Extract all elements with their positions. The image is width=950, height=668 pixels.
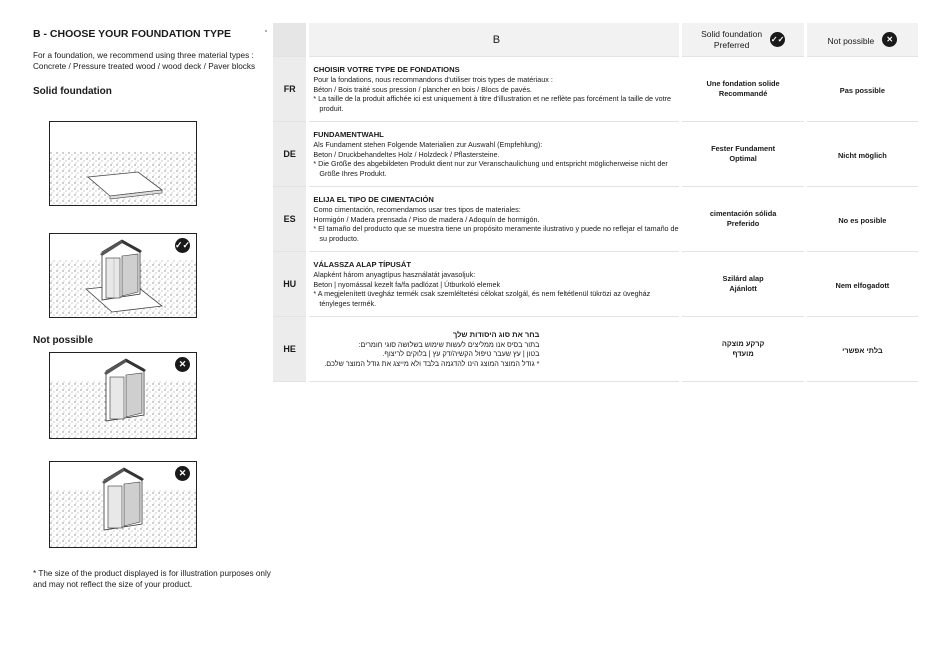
row-line: Hormigón / Madera prensada / Piso de madera / Adoquín de hormigón. (313, 214, 540, 224)
row-solid (681, 122, 805, 187)
row-line: בתור בסיס אנו ממליצים לעשות שימוש בשלושה סוגי חומרים: (358, 339, 540, 349)
foundation-table (273, 23, 918, 382)
table-row (273, 187, 918, 252)
np-label: Nicht möglich (837, 151, 887, 160)
np-label: No es posible (838, 216, 887, 225)
table-row (273, 122, 918, 187)
row-line: Pour la fondations, nous recommandons d'utiliser trois types de matériaux : (313, 75, 553, 84)
row-line: Beton / Druckbehandeltes Holz / Holzdeck / Pflastersteine. (313, 149, 500, 159)
shed-on-gravel-drawing (50, 353, 196, 438)
lang-code: HU (273, 252, 308, 317)
left-panel (33, 0, 273, 668)
row-description (308, 187, 681, 252)
row-line: Beton | nyomással kezelt fa/fa padlózat | Útburkoló elemek (313, 279, 501, 289)
solid-sublabel: מועדף (732, 349, 754, 358)
header-solid-text (701, 29, 762, 51)
header-solid-line1: Solid foundation (701, 28, 763, 39)
solid-label: cimentación sólida (709, 209, 777, 218)
solid-sublabel: Recommandé (718, 89, 768, 98)
row-description (308, 122, 681, 187)
slab-drawing (50, 122, 196, 205)
table-row (273, 317, 918, 382)
row-description (308, 252, 681, 317)
row-solid (681, 317, 805, 382)
row-note: * גודל המוצר המוצג הינו להדגמה בלבד ולא מייצג את גודל המוצר שלכם. (324, 358, 540, 368)
illustration-shed-on-grass (49, 461, 197, 548)
shed-on-grass-drawing (50, 462, 196, 547)
row-line: Como cimentación, recomendamos usar tres tipos de materiales: (313, 205, 521, 214)
solid-sublabel: Optimal (729, 154, 757, 163)
row-not-possible (805, 187, 918, 252)
row-line: Alapként három anyagtípus használatát javasoljuk: (313, 270, 476, 279)
row-not-possible (805, 252, 918, 317)
not-possible-heading: Not possible (33, 335, 94, 346)
row-title: FUNDAMENTWAHL (313, 130, 384, 139)
solid-sublabel: Ajánlott (729, 284, 757, 293)
np-label: בלתי אפשרי (842, 346, 883, 355)
row-title: ELIJA EL TIPO DE CIMENTACIÓN (313, 195, 434, 204)
row-not-possible (805, 317, 918, 382)
header-not-possible (805, 23, 918, 57)
illustration-slab (49, 121, 197, 206)
lang-code: HE (273, 317, 308, 382)
check-badge: ✓✓ (175, 238, 190, 253)
row-note: * A megjelenített üvegház termék csak szemléltetési célokat szolgál, és nem feltétlenül tükrözi az üvegház tényleges termék. (313, 289, 651, 308)
cross-badge: ✕ (882, 32, 897, 47)
table-row (273, 57, 918, 122)
row-note: * La taille de la produit affichée ici est uniquement à titre d'illustration et ne reflète pas forcément la taille de votre produit. (313, 94, 671, 113)
row-line: בטון | עץ שעבר טיפול הקשיה/דק עץ | בלוקים לריצוף. (382, 349, 540, 359)
row-title: VÁLASSZA ALAP TÍPUSÁT (313, 260, 411, 269)
solid-sublabel: Preferido (726, 219, 760, 228)
check-badge: ✓✓ (770, 32, 785, 47)
illustration-shed-on-gravel (49, 352, 197, 439)
lang-code: ES (273, 187, 308, 252)
lang-code: FR (273, 57, 308, 122)
solid-foundation-heading: Solid foundation (33, 86, 112, 97)
row-title: בחר את סוג היסודות שלך (452, 329, 540, 339)
row-description (308, 57, 681, 122)
row-note: * Die Größe des abgebildeten Produkt dient nur zur Veranschaulichung und entspricht möglicherweise nicht der Größe Ihres Produkt. (313, 159, 668, 178)
row-description (308, 317, 681, 382)
row-line: Béton / Bois traité sous pression / plancher en bois / Blocs de pavés. (313, 84, 532, 94)
table-row (273, 252, 918, 317)
row-line: Als Fundament stehen Folgende Materialien zur Auswahl (Empfehlung): (313, 140, 543, 149)
header-lang-cell (273, 23, 308, 57)
header-b: B (308, 23, 681, 57)
illustration-shed-on-slab (49, 233, 197, 318)
solid-label: Szilárd alap (722, 274, 764, 283)
row-title: CHOISIR VOTRE TYPE DE FONDATIONS (313, 65, 460, 74)
cross-badge: ✕ (175, 357, 190, 372)
row-solid (681, 57, 805, 122)
row-solid (681, 187, 805, 252)
solid-label: Fester Fundament (711, 144, 776, 153)
header-solid (681, 23, 805, 57)
cross-badge: ✕ (175, 466, 190, 481)
row-note: * El tamaño del producto que se muestra tiene un propósito meramente ilustrativo y puede no reflejar el tamaño de su producto. (313, 224, 679, 243)
footnote: * The size of the product displayed is for illustration purposes only and may not reflect the size of your product. (33, 569, 271, 589)
lang-code: DE (273, 122, 308, 187)
table-header (273, 23, 918, 57)
solid-label: קרקע מוצקה (721, 339, 765, 348)
solid-label: Une fondation solide (706, 79, 780, 88)
row-solid (681, 252, 805, 317)
row-not-possible (805, 122, 918, 187)
section-title: B - CHOOSE YOUR FOUNDATION TYPE (33, 28, 231, 40)
np-label: Nem elfogadott (835, 281, 890, 290)
row-not-possible (805, 57, 918, 122)
intro-text: For a foundation, we recommend using three material types : Concrete / Pressure treated wood / wood deck / Paver blocks (33, 51, 256, 71)
np-label: Pas possible (839, 86, 885, 95)
header-solid-line2: Preferred (713, 39, 750, 50)
header-np-text: Not possible (827, 35, 875, 46)
